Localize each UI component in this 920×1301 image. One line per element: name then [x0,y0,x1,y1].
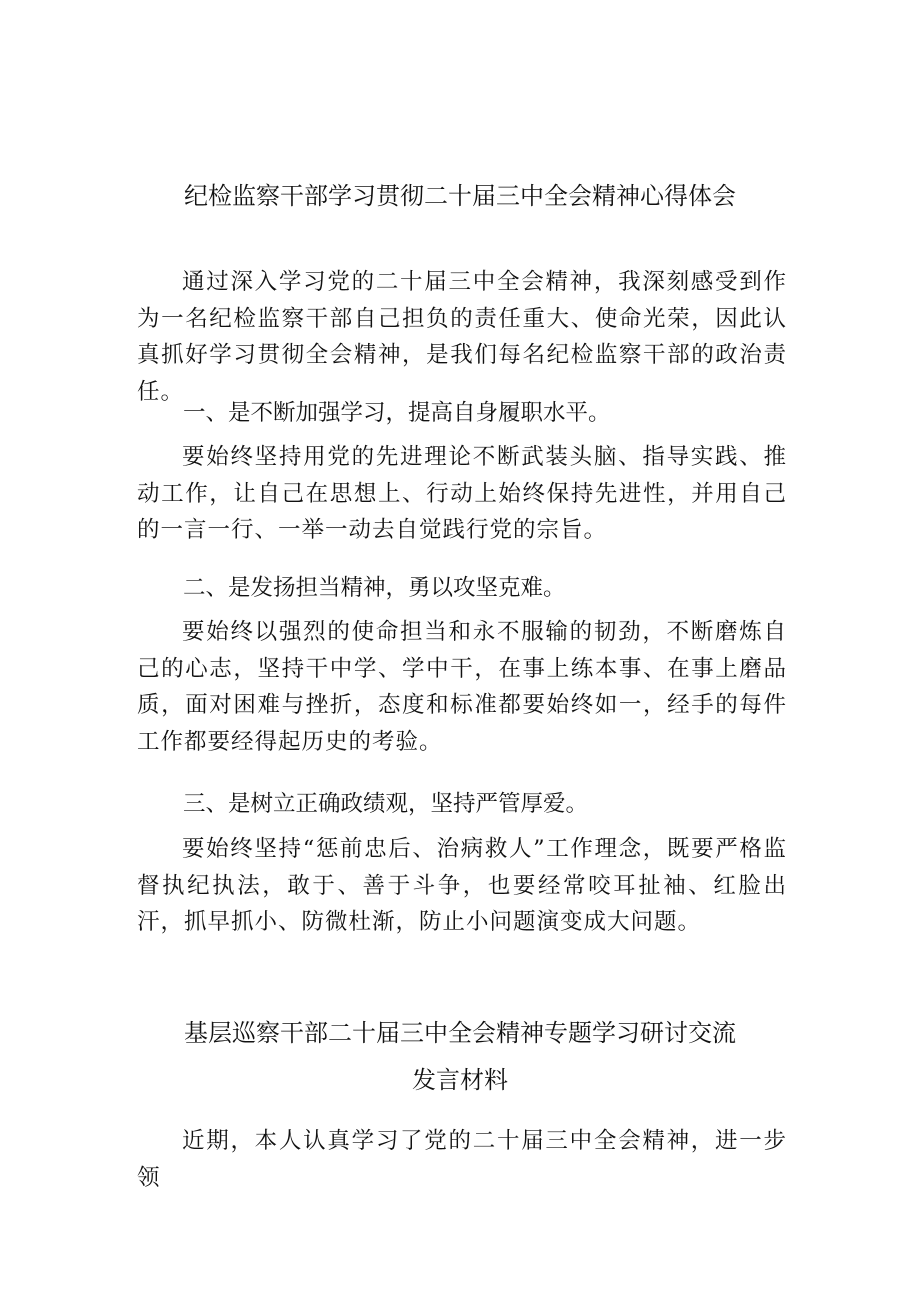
section-2-heading: 二、是发扬担当精神，勇以攻坚克难。 [183,575,566,601]
article-2-intro-paragraph: 近期，本人认真学习了党的二十届三中全会精神，进一步领 [137,1128,787,1191]
section-1-body: 要始终坚持用党的先进理论不断武装头脑、指导实践、推动工作，让自己在思想上、行动上始终保持先进性，并用自己的一言一行、一举一动去自觉践行党的宗旨。 [137,444,787,543]
article-2-title-line-2: 发言材料 [412,1066,508,1094]
section-3-heading: 三、是树立正确政绩观，坚持严管厚爱。 [183,791,589,817]
section-1-heading: 一、是不断加强学习，提高自身履职水平。 [183,400,611,426]
article-1-intro-paragraph: 通过深入学习党的二十届三中全会精神，我深刻感受到作为一名纪检监察干部自己担负的责任重大、使命光荣，因此认真抓好学习贯彻全会精神，是我们每名纪检监察干部的政治责任。 [137,269,787,405]
section-3-body: 要始终坚持“惩前忠后、治病救人”工作理念，既要严格监督执纪执法，敢于、善于斗争，也要经常咬耳扯袖、红脸出汗，抓早抓小、防微杜渐，防止小问题演变成大问题。 [137,836,787,935]
section-2-body: 要始终以强烈的使命担当和永不服输的韧劲，不断磨炼自己的心志，坚持干中学、学中干，在事上练本事、在事上磨品质，面对困难与挫折，态度和标准都要始终如一，经手的每件工作都要经得起历史的考验。 [137,619,787,755]
article-1-title: 纪检监察干部学习贯彻二十届三中全会精神心得体会 [184,182,736,210]
article-2-title-line-1: 基层巡察干部二十届三中全会精神专题学习研讨交流 [184,1019,736,1047]
